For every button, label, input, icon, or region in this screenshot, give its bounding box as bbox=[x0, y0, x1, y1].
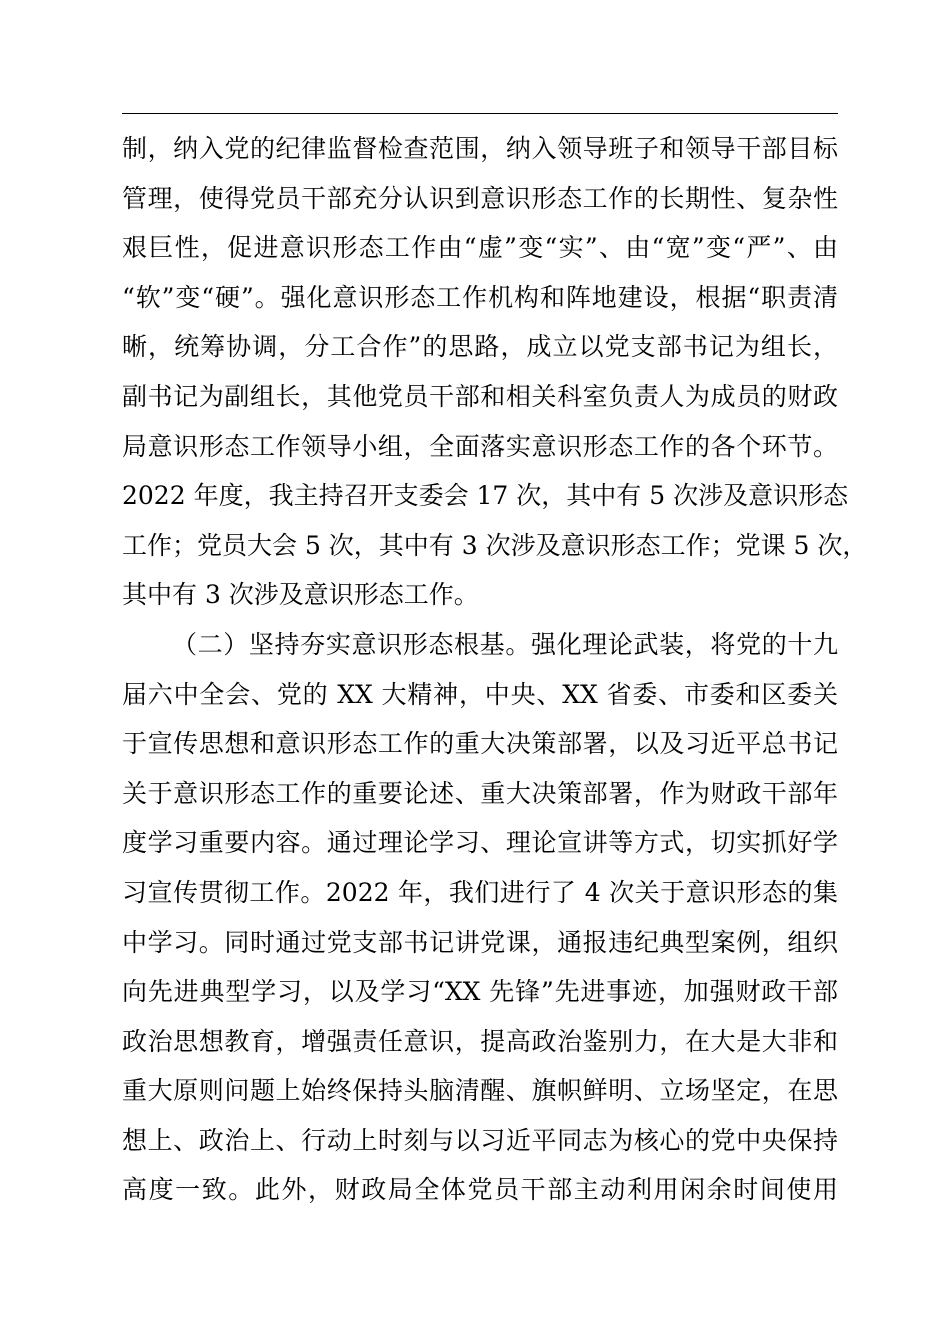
text-line: 高度一致。此外，财政局全体党员干部主动利用闲余时间使用 bbox=[122, 1175, 838, 1205]
text-line: 重大原则问题上始终保持头脑清醒、旗帜鲜明、立场坚定，在思 bbox=[122, 1076, 838, 1106]
text-line: 2022 年度，我主持召开支委会 17 次，其中有 5 次涉及意识形态 bbox=[122, 481, 849, 511]
text-line: 工作；党员大会 5 次，其中有 3 次涉及意识形态工作；党课 5 次， bbox=[122, 530, 868, 560]
text-line: 局意识形态工作领导小组，全面落实意识形态工作的各个环节。 bbox=[122, 431, 838, 461]
text-line: 中学习。同时通过党支部书记讲党课，通报违纪典型案例，组织 bbox=[122, 927, 838, 957]
section-heading-line: （二）坚持夯实意识形态根基。强化理论武装，将党的十九 bbox=[172, 629, 838, 659]
text-line: 向先进典型学习，以及学习“XX 先锋”先进事迹，加强财政干部 bbox=[122, 977, 838, 1007]
header-rule bbox=[122, 113, 838, 114]
text-line: 制，纳入党的纪律监督检查范围，纳入领导班子和领导干部目标 bbox=[122, 134, 838, 163]
text-line: 习宣传贯彻工作。2022 年，我们进行了 4 次关于意识形态的集 bbox=[122, 877, 838, 907]
text-line: 关于意识形态工作的重要论述、重大决策部署，作为财政干部年 bbox=[122, 778, 838, 808]
text-line: 于宣传思想和意识形态工作的重大决策部署，以及习近平总书记 bbox=[122, 729, 838, 759]
text-line: 政治思想教育，增强责任意识，提高政治鉴别力，在大是大非和 bbox=[122, 1026, 838, 1056]
text-line: 晰，统筹协调，分工合作”的思路，成立以党支部书记为组长， bbox=[122, 332, 838, 362]
body-text bbox=[122, 124, 868, 1215]
paragraph-end-line: 其中有 3 次涉及意识形态工作。 bbox=[122, 580, 479, 610]
text-line: 度学习重要内容。通过理论学习、理论宣讲等方式，切实抓好学 bbox=[122, 828, 838, 858]
text-line: 届六中全会、党的 XX 大精神，中央、XX 省委、市委和区委关 bbox=[122, 679, 838, 709]
text-line: 艰巨性，促进意识形态工作由“虚”变“实”、由“宽”变“严”、由 bbox=[122, 233, 838, 263]
text-line: “软”变“硬”。强化意识形态工作机构和阵地建设，根据“职责清 bbox=[122, 282, 838, 312]
text-line: 副书记为副组长，其他党员干部和相关科室负责人为成员的财政 bbox=[122, 381, 838, 411]
text-line: 管理，使得党员干部充分认识到意识形态工作的长期性、复杂性 bbox=[122, 183, 838, 213]
text-line: 想上、政治上、行动上时刻与以习近平同志为核心的党中央保持 bbox=[122, 1125, 838, 1155]
